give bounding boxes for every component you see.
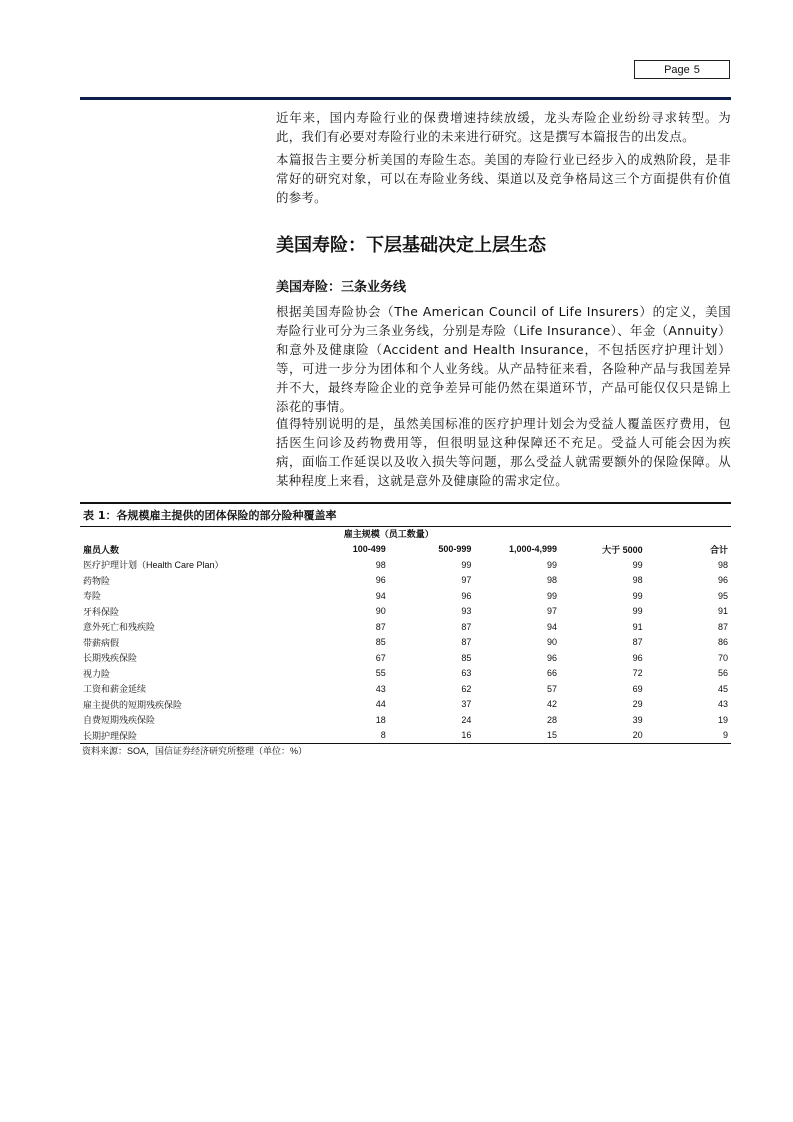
row-label: 雇主提供的短期残疾保险 <box>83 699 183 710</box>
table-cell: 56 <box>717 668 728 679</box>
table-row <box>80 666 731 682</box>
table-row <box>80 588 731 604</box>
table-cell: 97 <box>547 606 558 617</box>
table-cell: 90 <box>375 606 386 617</box>
header-rule <box>80 97 731 100</box>
table-cell: 96 <box>717 575 728 586</box>
table-cell: 37 <box>461 699 472 710</box>
table-cell: 85 <box>461 652 472 663</box>
table-cell: 86 <box>717 637 728 648</box>
table-source-note: 资料来源：SOA，国信证券经济研究所整理（单位：%） <box>82 746 308 756</box>
table-cell: 93 <box>461 606 472 617</box>
table-cell: 85 <box>375 637 386 648</box>
table-cell: 99 <box>632 606 643 617</box>
table-cell: 16 <box>389 728 475 744</box>
table-cell: 55 <box>375 668 386 679</box>
table-cell: 87 <box>632 637 643 648</box>
table-cell: 98 <box>547 575 558 586</box>
table-row <box>80 712 731 728</box>
table-cell: 20 <box>560 728 646 744</box>
table-cell: 98 <box>375 559 386 570</box>
table-cell: 67 <box>375 652 386 663</box>
page-number: 5 <box>693 63 700 76</box>
column-header: 合计 <box>709 544 728 555</box>
table-row <box>80 681 731 697</box>
table-cell: 29 <box>632 699 643 710</box>
coverage-table <box>80 526 731 744</box>
table-cell: 99 <box>461 559 472 570</box>
row-label: 工资和薪金延续 <box>83 684 147 695</box>
table-title: 表 1：各规模雇主提供的团体保险的部分险种覆盖率 <box>80 502 731 527</box>
health-coverage-paragraph: 值得特别说明的是，虽然美国标准的医疗护理计划会为受益人覆盖医疗费用，包括医生问诊及药物费用等，但很明显这种保障还不充足。受益人可能会因为疾病，面临工作延误以及收入损失等问题，那么受益人就需要额外的保险保障。从某种程度上来看，这就是意外及健康险的需求定位。 <box>276 416 731 488</box>
table-cell: 99 <box>547 590 558 601</box>
table-cell: 95 <box>717 590 728 601</box>
row-label: 牙科保险 <box>83 606 120 617</box>
row-label: 医疗护理计划（Health Care Plan） <box>83 560 224 571</box>
table-cell: 96 <box>632 652 643 663</box>
row-header: 雇员人数 <box>83 544 120 555</box>
page-label: Page <box>664 63 690 76</box>
business-lines-paragraph: 根据美国寿险协会（The American Council of Life Insurers）的定义，美国寿险行业可分为三条业务线，分别是寿险（Life Insurance）、年金（Annuity）和意外及健康险（Accident and Health Insurance，不包括医疗护理计划）等，可进一步分为团体和个人业务线。从产品特征来看，各险种产品与我国差异并不大，最终寿险企业的竞争差异可能仍然在渠道环节，产品可能仅仅只是锦上添花的事情。 <box>276 304 731 414</box>
row-label: 长期残疾保险 <box>83 653 138 664</box>
row-label: 自费短期残疾保险 <box>83 715 156 726</box>
column-header: 100-499 <box>352 544 386 555</box>
group-header: 雇主规模（员工数量） <box>343 529 434 540</box>
table-cell: 99 <box>632 559 643 570</box>
table-cell: 91 <box>717 606 728 617</box>
column-header: 500-999 <box>438 544 472 555</box>
table-cell: 43 <box>717 699 728 710</box>
page-number-box <box>634 60 730 79</box>
table-cell: 87 <box>717 621 728 632</box>
intro-paragraph-2: 本篇报告主要分析美国的寿险生态。美国的寿险行业已经步入的成熟阶段，是非常好的研究对象，可以在寿险业务线、渠道以及竞争格局这三个方面提供有价值的参考。 <box>276 152 731 205</box>
table-row <box>80 573 731 589</box>
table-cell: 99 <box>632 590 643 601</box>
subsection-heading: 美国寿险：三条业务线 <box>276 280 407 295</box>
table-cell: 28 <box>547 714 558 725</box>
table-cell: 94 <box>375 590 386 601</box>
row-label: 药物险 <box>83 575 111 586</box>
table-row <box>80 635 731 651</box>
table-cell: 96 <box>461 590 472 601</box>
table-cell: 90 <box>547 637 558 648</box>
table-cell: 43 <box>375 683 386 694</box>
table-row <box>80 557 731 573</box>
table-cell: 99 <box>547 559 558 570</box>
table-row <box>80 650 731 666</box>
table-cell: 94 <box>547 621 558 632</box>
table-row <box>80 604 731 620</box>
table-cell: 66 <box>547 668 558 679</box>
table-column-header-row <box>80 542 731 558</box>
table-cell: 45 <box>717 683 728 694</box>
table-cell: 18 <box>375 714 386 725</box>
table-cell: 19 <box>717 714 728 725</box>
table-cell: 96 <box>375 575 386 586</box>
table-cell: 87 <box>461 637 472 648</box>
row-label: 视力险 <box>83 668 111 679</box>
table-cell: 96 <box>547 652 558 663</box>
table-cell: 91 <box>632 621 643 632</box>
table-cell: 97 <box>461 575 472 586</box>
table-row <box>80 619 731 635</box>
table-cell: 98 <box>632 575 643 586</box>
table-cell: 24 <box>461 714 472 725</box>
row-label: 寿险 <box>83 591 102 602</box>
table-cell: 62 <box>461 683 472 694</box>
table-cell: 72 <box>632 668 643 679</box>
table-cell: 69 <box>632 683 643 694</box>
table-cell: 15 <box>474 728 560 744</box>
column-header: 大于 5000 <box>602 544 643 555</box>
row-label: 带薪病假 <box>83 637 120 648</box>
intro-paragraph-1: 近年来，国内寿险行业的保费增速持续放缓，龙头寿险企业纷纷寻求转型。为此，我们有必要对寿险行业的未来进行研究。这是撰写本篇报告的出发点。 <box>276 110 731 144</box>
table-cell: 9 <box>646 728 731 744</box>
row-label: 意外死亡和残疾险 <box>83 622 156 633</box>
table-cell: 87 <box>461 621 472 632</box>
table-cell: 98 <box>717 559 728 570</box>
table-cell: 87 <box>375 621 386 632</box>
table-row <box>80 728 731 744</box>
table-group-header-row <box>80 526 731 542</box>
table-cell: 8 <box>303 728 389 744</box>
section-heading: 美国寿险：下层基础决定上层生态 <box>276 235 546 256</box>
table-row <box>80 697 731 713</box>
table-cell: 70 <box>717 652 728 663</box>
table-cell: 57 <box>547 683 558 694</box>
table-cell: 63 <box>461 668 472 679</box>
table-cell: 44 <box>375 699 386 710</box>
column-header: 1,000-4,999 <box>508 544 558 555</box>
table-cell: 42 <box>547 699 558 710</box>
table-cell: 39 <box>632 714 643 725</box>
row-label: 长期护理保险 <box>80 728 303 744</box>
